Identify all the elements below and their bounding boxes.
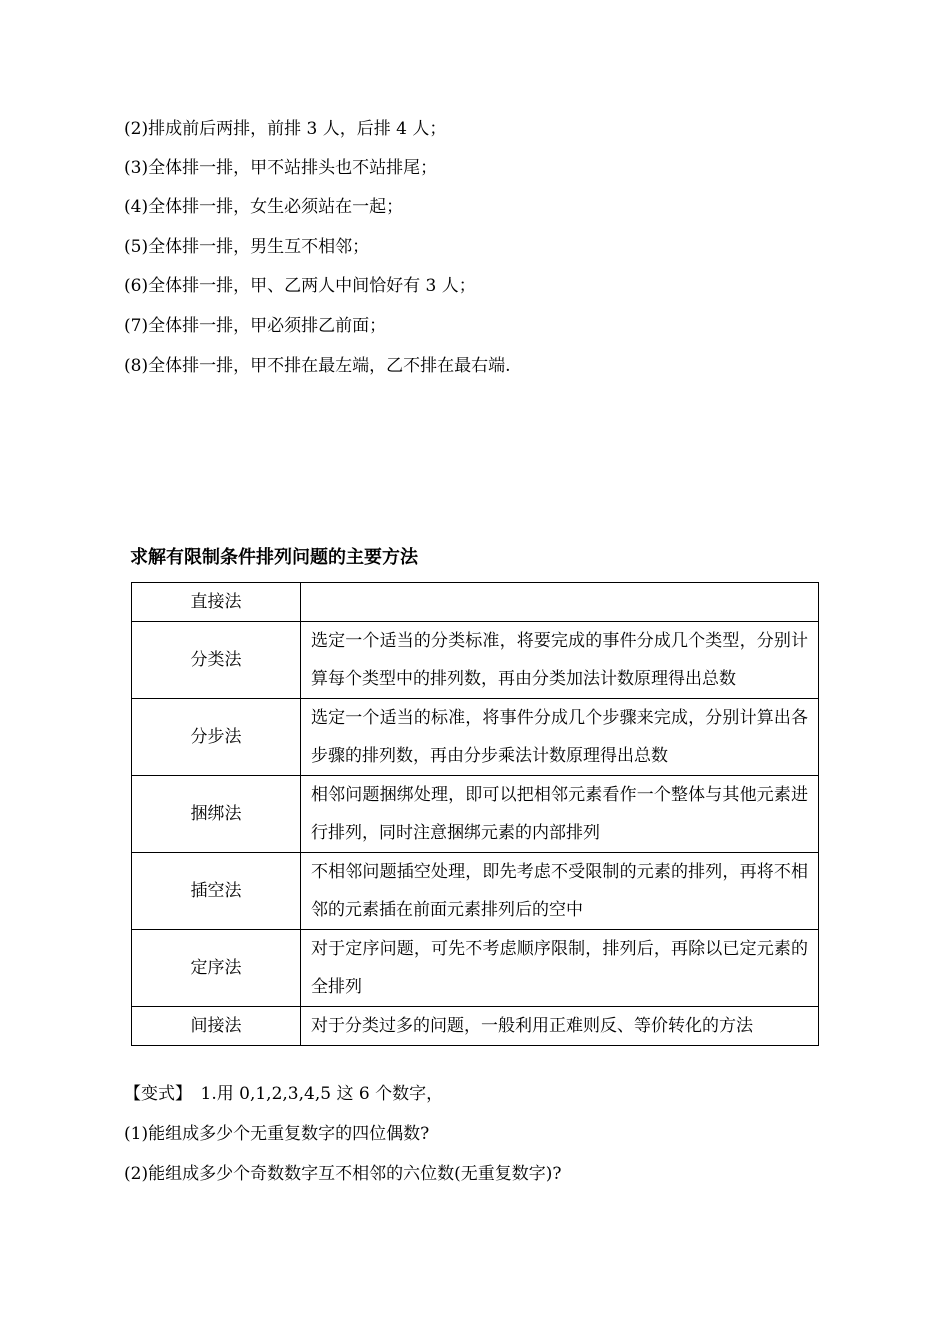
method-name: 插空法 xyxy=(132,853,301,930)
method-desc: 选定一个适当的分类标准，将要完成的事件分成几个类型，分别计算每个类型中的排列数，再由分类加法计数原理得出总数 xyxy=(301,622,819,699)
method-desc: 对于分类过多的问题，一般利用正难则反、等价转化的方法 xyxy=(301,1007,819,1046)
variant-item-1: (1)能组成多少个无重复数字的四位偶数? xyxy=(124,1124,430,1144)
method-desc: 相邻问题捆绑处理，即可以把相邻元素看作一个整体与其他元素进行排列，同时注意捆绑元素的内部排列 xyxy=(301,776,819,853)
table-row xyxy=(132,583,819,622)
methods-table xyxy=(131,582,819,1046)
method-name: 间接法 xyxy=(132,1007,301,1046)
table-row xyxy=(132,853,819,930)
method-name: 捆绑法 xyxy=(132,776,301,853)
method-name: 直接法 xyxy=(132,583,301,622)
variant-intro: 【变式】 1.用 0,1,2,3,4,5 这 6 个数字， xyxy=(124,1084,444,1104)
table-row xyxy=(132,1007,819,1046)
methods-heading: 求解有限制条件排列问题的主要方法 xyxy=(130,547,418,568)
question-6: (6)全体排一排，甲、乙两人中间恰好有 3 人； xyxy=(124,276,476,296)
method-name: 分类法 xyxy=(132,622,301,699)
method-name: 定序法 xyxy=(132,930,301,1007)
table-row xyxy=(132,622,819,699)
method-name: 分步法 xyxy=(132,699,301,776)
question-2: (2)排成前后两排，前排 3 人，后排 4 人； xyxy=(124,119,447,139)
method-desc: 不相邻问题插空处理，即先考虑不受限制的元素的排列，再将不相邻的元素插在前面元素排列后的空中 xyxy=(301,853,819,930)
question-5: (5)全体排一排，男生互不相邻； xyxy=(124,237,370,257)
table-row xyxy=(132,930,819,1007)
question-8: (8)全体排一排，甲不排在最左端，乙不排在最右端. xyxy=(124,356,511,376)
method-desc: 选定一个适当的标准，将事件分成几个步骤来完成，分别计算出各步骤的排列数，再由分步乘法计数原理得出总数 xyxy=(301,699,819,776)
variant-item-2: (2)能组成多少个奇数数字互不相邻的六位数(无重复数字)? xyxy=(124,1164,562,1184)
method-desc xyxy=(301,583,819,622)
question-3: (3)全体排一排，甲不站排头也不站排尾； xyxy=(124,158,438,178)
question-4: (4)全体排一排，女生必须站在一起； xyxy=(124,197,404,217)
table-row xyxy=(132,699,819,776)
method-desc: 对于定序问题，可先不考虑顺序限制，排列后，再除以已定元素的全排列 xyxy=(301,930,819,1007)
table-row xyxy=(132,776,819,853)
question-7: (7)全体排一排，甲必须排乙前面； xyxy=(124,316,387,336)
